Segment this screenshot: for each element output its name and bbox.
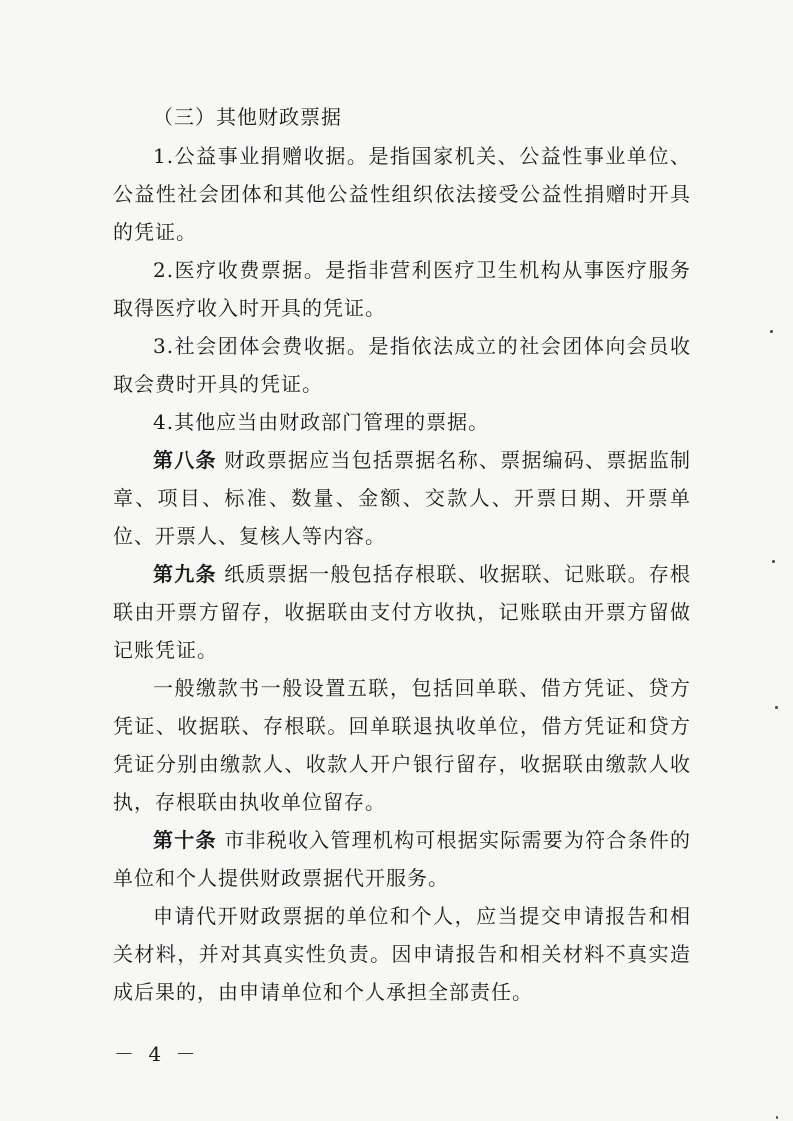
list-item-1: 1.公益事业捐赠收据。是指国家机关、公益性事业单位、公益性社会团体和其他公益性组织依法接受公益性捐赠时开具的凭证。 — [113, 144, 691, 244]
list-item-3: 3.社会团体会费收据。是指依法成立的社会团体向会员收取会费时开具的凭证。 — [113, 334, 691, 396]
scan-speck — [775, 706, 778, 709]
scan-speck — [776, 1116, 778, 1119]
scan-speck — [770, 330, 773, 333]
article-8-text: 财政票据应当包括票据名称、票据编码、票据监制章、项目、标准、数量、金额、交款人、开票日期、开票单位、开票人、复核人等内容。 — [113, 448, 692, 548]
article-10-text: 市非税收入管理机构可根据实际需要为符合条件的单位和个人提供财政票据代开服务。 — [113, 828, 692, 890]
section-heading: （三）其他财政票据 — [153, 105, 342, 129]
article-10 — [113, 821, 691, 897]
article-10-label: 第十条 — [153, 828, 217, 852]
list-item-2: 2.医疗收费票据。是指非营利医疗卫生机构从事医疗服务取得医疗收入时开具的凭证。 — [113, 258, 691, 320]
article-9-text: 纸质票据一般包括存根联、收据联、记账联。存根联由开票方留存，收据联由支付方收执，记账联由开票方留做记账凭证。 — [113, 562, 692, 662]
scan-speck — [772, 560, 775, 563]
article-9 — [113, 555, 691, 669]
page-number: － 4 － — [114, 1042, 200, 1066]
document-body — [113, 98, 691, 1011]
article-9-paragraph-2: 一般缴款书一般设置五联，包括回单联、借方凭证、贷方凭证、收据联、存根联。回单联退执收单位，借方凭证和贷方凭证分别由缴款人、收款人开户银行留存，收据联由缴款人收执，存根联由执收单位留存。 — [113, 676, 691, 814]
list-item-4: 4.其他应当由财政部门管理的票据。 — [153, 410, 490, 434]
article-8 — [113, 441, 691, 555]
article-9-label: 第九条 — [153, 562, 217, 586]
article-8-label: 第八条 — [153, 448, 217, 472]
article-10-paragraph-2: 申请代开财政票据的单位和个人，应当提交申请报告和相关材料，并对其真实性负责。因申请报告和相关材料不真实造成后果的，由申请单位和个人承担全部责任。 — [113, 904, 691, 1004]
